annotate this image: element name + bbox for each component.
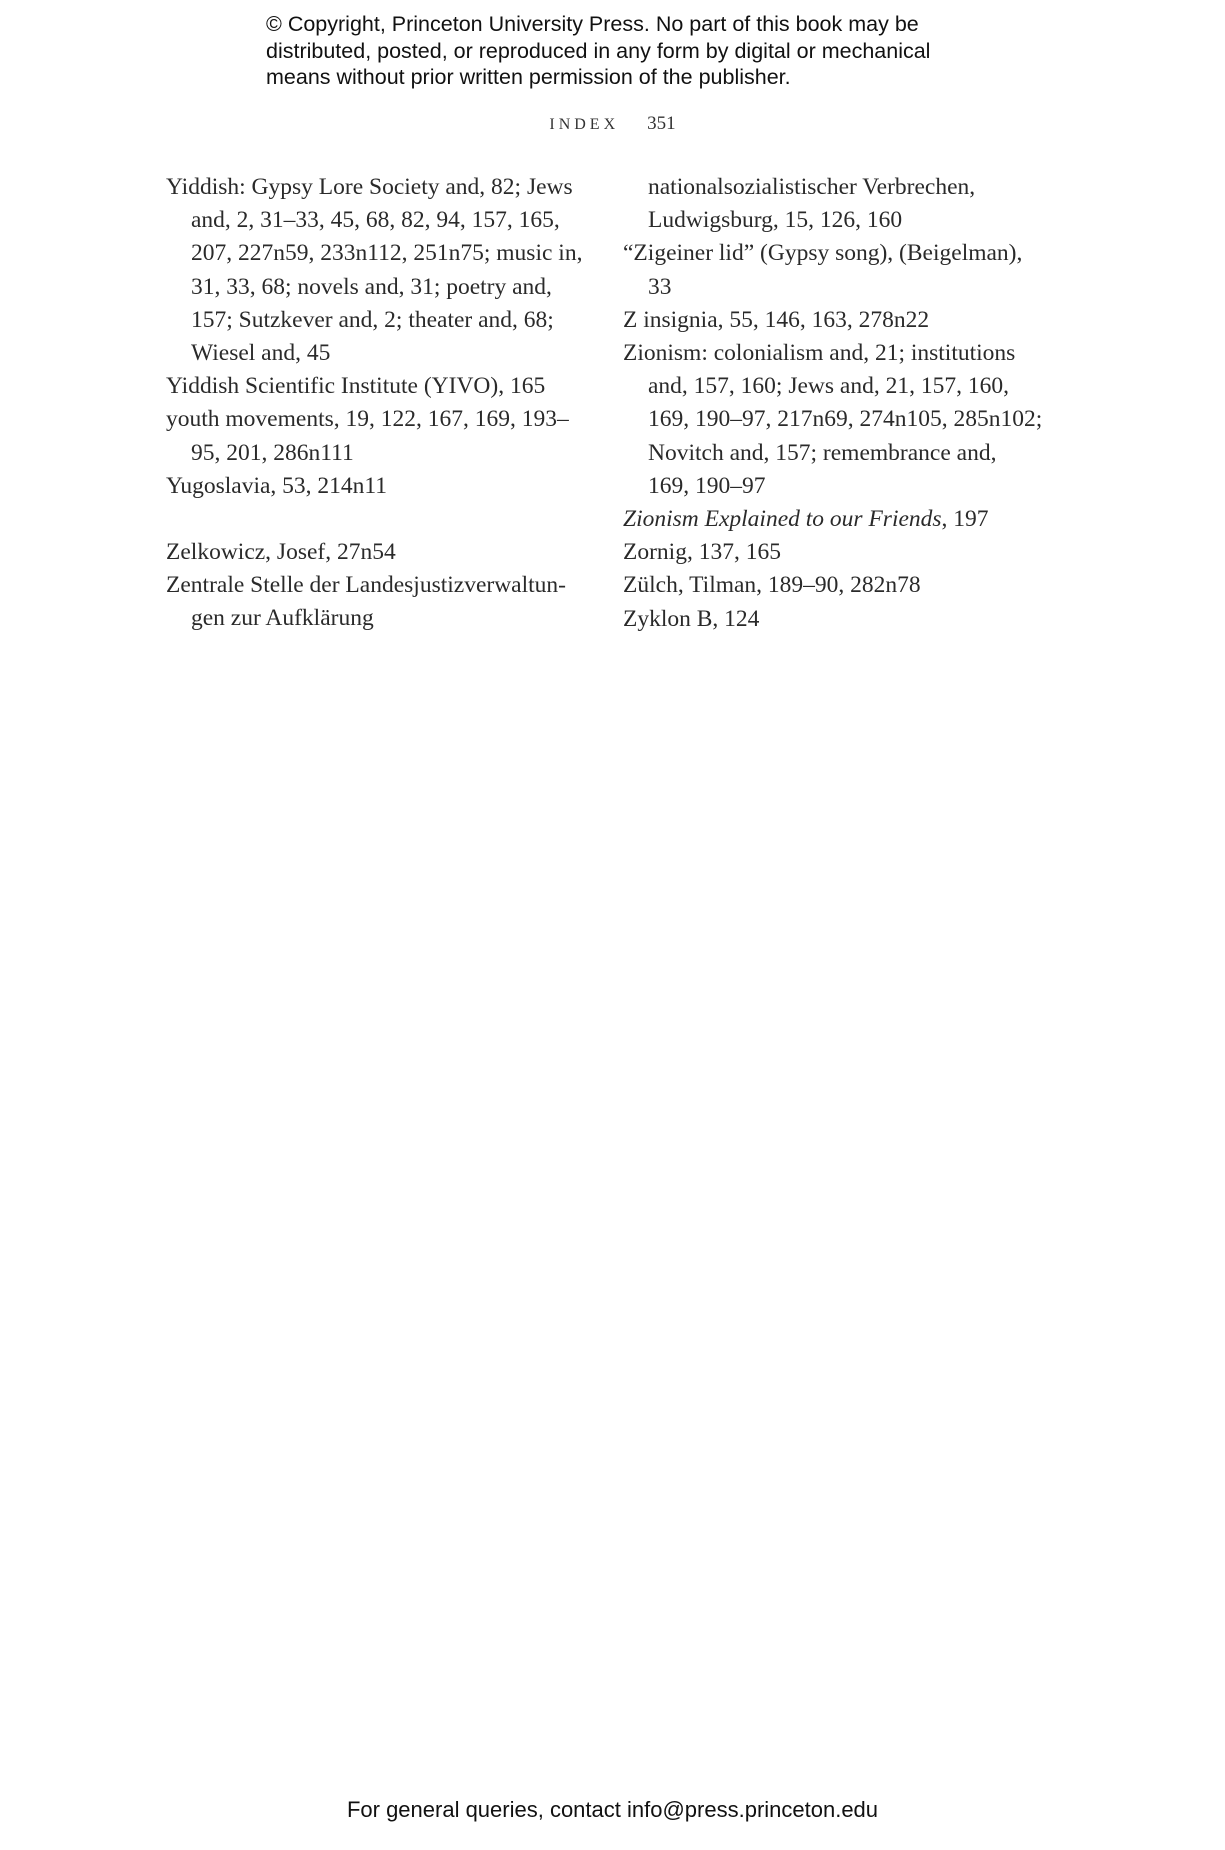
page-refs: , 197 xyxy=(941,506,989,533)
copyright-line-1: © Copyright, Princeton University Press. No part of this book may be xyxy=(266,12,919,36)
copyright-notice xyxy=(266,11,986,91)
book-title: Zionism Explained to our Friends xyxy=(623,506,942,533)
index-entry-zigeiner-lid: “Zigeiner lid” (Gypsy song), (Beigelman), 33 xyxy=(623,240,1023,300)
index-entry-youth-movements: youth movements, 19, 122, 167, 169, 193–95, 201, 286n111 xyxy=(166,406,569,466)
running-head-label: INDEX xyxy=(549,116,620,133)
footer-contact: For general queries, contact info@press.princeton.edu xyxy=(346,1797,879,1822)
letter-group-gap xyxy=(166,503,591,536)
copyright-line-2: distributed, posted, or reproduced in any form by digital or mechanical xyxy=(266,38,931,63)
index-entry-zulch: Zülch, Tilman, 189–90, 282n78 xyxy=(623,572,921,599)
index-entry-yiddish: Yiddish: Gypsy Lore Society and, 82; Jews and, 2, 31–33, 45, 68, 82, 94, 157, 165, 207, 227n59, 233n112, 251n75; music in, 31, 33, 68; novels and, 31; poetry and, 157; Sutzkever and, 2; theater and, 68; Wiesel and, 45 xyxy=(166,174,583,367)
index-entry-zentrale-stelle-continued: nationalsozialistischer Verbrechen, Ludwigsburg, 15, 126, 160 xyxy=(648,174,976,234)
index-entry-zelkowicz: Zelkowicz, Josef, 27n54 xyxy=(166,539,396,566)
index-entry-zentrale-stelle: Zentrale Stelle der Landesjustizverwaltungen zur Aufklärung xyxy=(166,572,566,632)
running-head xyxy=(0,113,1225,135)
index-entry-zionism-explained xyxy=(623,503,1043,536)
index-entry-yivo: Yiddish Scientific Institute (YIVO), 165 xyxy=(166,373,546,400)
index-entry-zyklon-b: Zyklon B, 124 xyxy=(623,605,760,632)
index-entry-zionism: Zionism: colonialism and, 21; institutions and, 157, 160; Jews and, 21, 157, 160, 169, 190–97, 217n69, 274n105, 285n102; Novitch and, 157; remembrance and, 169, 190–97 xyxy=(623,340,1043,499)
index-entry-z-insignia: Z insignia, 55, 146, 163, 278n22 xyxy=(623,306,930,333)
copyright-line-3: means without prior written permission of the publisher. xyxy=(266,65,791,89)
index-column-right xyxy=(623,171,1043,636)
index-entry-zornig: Zornig, 137, 165 xyxy=(623,539,781,566)
index-entry-yugoslavia: Yugoslavia, 53, 214n11 xyxy=(166,472,388,499)
page-number: 351 xyxy=(647,113,676,134)
index-column-left xyxy=(166,171,591,636)
